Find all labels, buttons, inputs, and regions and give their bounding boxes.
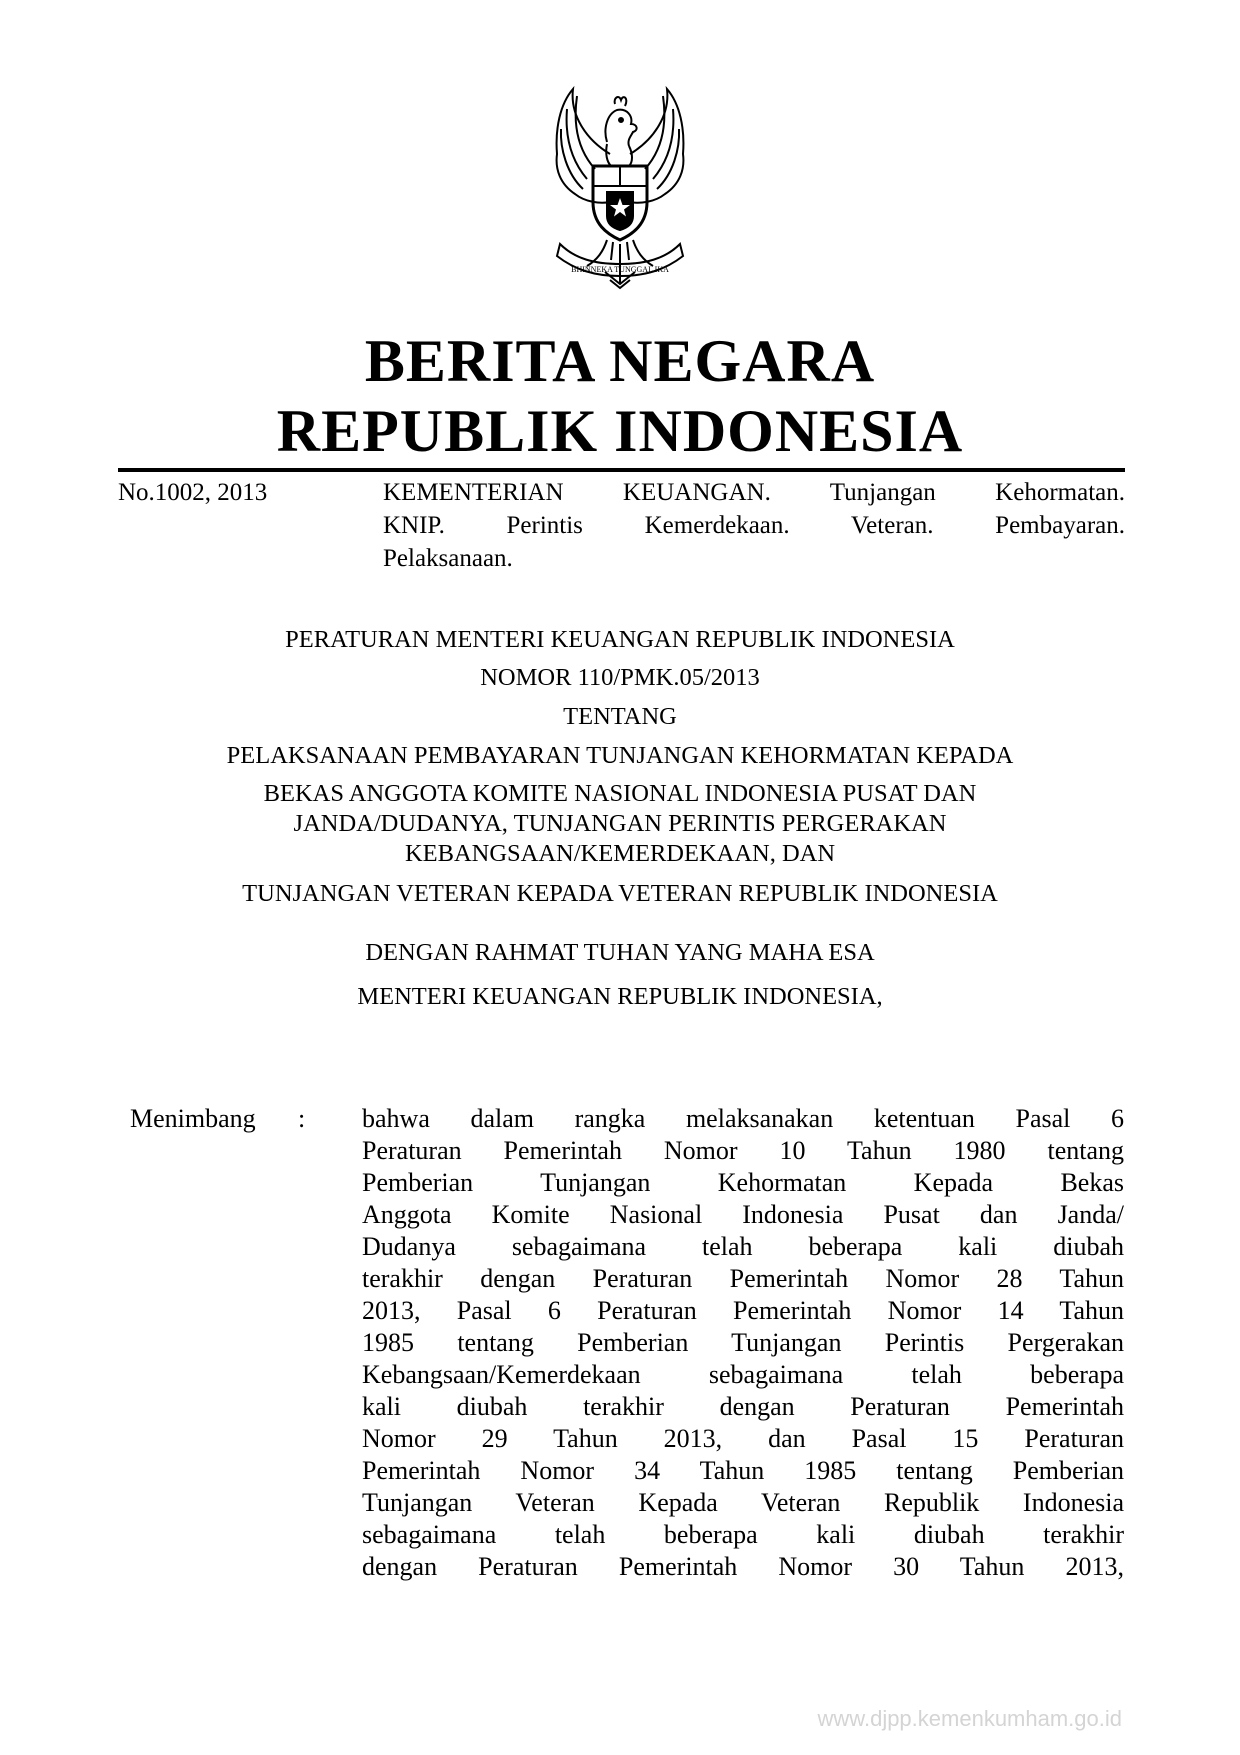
considering-line: Pemberian Tunjangan Kehormatan Kepada Bekas (362, 1168, 1124, 1197)
considering-line: 1985 tentang Pemberian Tunjangan Perintis Pergerakan (362, 1328, 1124, 1357)
considering-colon: : (298, 1104, 306, 1133)
considering-line: dengan Peraturan Pemerintah Nomor 30 Tahun 2013, (362, 1552, 1124, 1581)
regulation-title: PERATURAN MENTERI KEUANGAN REPUBLIK INDONESIA (285, 626, 955, 653)
considering-line: Nomor 29 Tahun 2013, dan Pasal 15 Peraturan (362, 1424, 1124, 1453)
regulation-issuer: MENTERI KEUANGAN REPUBLIK INDONESIA, (357, 983, 883, 1010)
emblem-motto-text: BHINNEKA TUNGGAL IKA (571, 265, 669, 274)
regulation-invocation: DENGAN RAHMAT TUHAN YANG MAHA ESA (365, 939, 875, 966)
regulation-subject-line: TUNJANGAN VETERAN KEPADA VETERAN REPUBLIK INDONESIA (242, 880, 998, 907)
considering-label: Menimbang (130, 1104, 256, 1133)
gazette-title: BERITA NEGARA (364, 328, 876, 394)
description-line: KEMENTERIAN KEUANGAN. Tunjangan Kehormatan. (383, 479, 1125, 506)
regulation-subject-line: PELAKSANAAN PEMBAYARAN TUNJANGAN KEHORMATAN KEPADA (226, 742, 1014, 769)
regulation-about: TENTANG (563, 703, 677, 730)
gazette-description (383, 476, 1125, 575)
garuda-emblem-icon (515, 84, 725, 294)
considering-line: Kebangsaan/Kemerdekaan sebagaimana telah beberapa (362, 1360, 1124, 1389)
considering-line: terakhir dengan Peraturan Pemerintah Nomor 28 Tahun (362, 1264, 1124, 1293)
gazette-number: No.1002, 2013 (118, 479, 268, 506)
description-line: KNIP. Perintis Kemerdekaan. Veteran. Pembayaran. (383, 512, 1125, 539)
considering-line: sebagaimana telah beberapa kali diubah terakhir (362, 1520, 1124, 1549)
regulation-subject-line: BEKAS ANGGOTA KOMITE NASIONAL INDONESIA PUSAT DAN (263, 780, 977, 807)
considering-text (362, 1103, 1124, 1583)
considering-line: Pemerintah Nomor 34 Tahun 1985 tentang Pemberian (362, 1456, 1124, 1485)
considering-line: 2013, Pasal 6 Peraturan Pemerintah Nomor 14 Tahun (362, 1296, 1124, 1325)
header-divider (118, 468, 1125, 472)
regulation-subject-line: JANDA/DUDANYA, TUNJANGAN PERINTIS PERGERAKAN (293, 810, 947, 837)
description-line: Pelaksanaan. (383, 545, 513, 572)
considering-line: bahwa dalam rangka melaksanakan ketentuan Pasal 6 (362, 1104, 1124, 1133)
considering-line: Tunjangan Veteran Kepada Veteran Republik Indonesia (362, 1488, 1124, 1517)
regulation-subject-line: KEBANGSAAN/KEMERDEKAAN, DAN (404, 840, 836, 867)
watermark-url: www.djpp.kemenkumham.go.id (817, 1706, 1122, 1731)
considering-line: Peraturan Pemerintah Nomor 10 Tahun 1980 tentang (362, 1136, 1124, 1165)
regulation-number: NOMOR 110/PMK.05/2013 (480, 664, 760, 691)
gazette-subtitle: REPUBLIK INDONESIA (276, 398, 964, 464)
considering-line: Anggota Komite Nasional Indonesia Pusat dan Janda/ (362, 1200, 1124, 1229)
considering-line: kali diubah terakhir dengan Peraturan Pemerintah (362, 1392, 1124, 1421)
considering-line: Dudanya sebagaimana telah beberapa kali diubah (362, 1232, 1124, 1261)
